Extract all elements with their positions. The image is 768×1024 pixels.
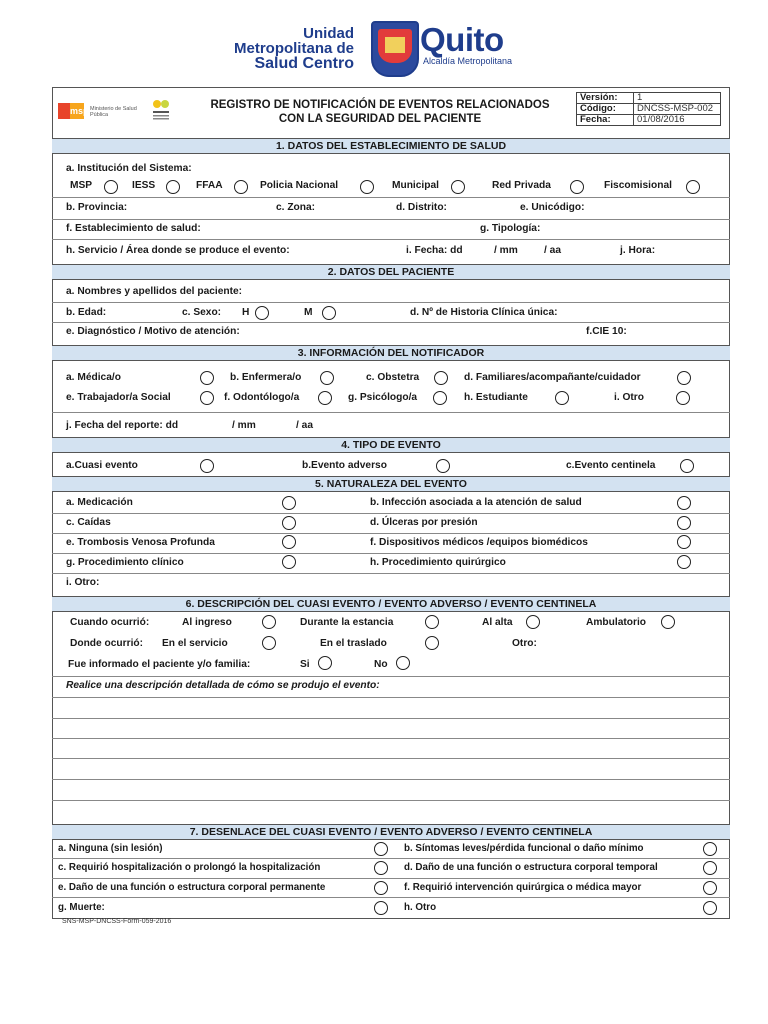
form-title (190, 98, 570, 126)
informado-label: Fue informado el paciente y/o familia: (68, 659, 251, 670)
ministerio-text: Ministerio de Salud Pública (90, 106, 137, 118)
evento-aa-label: / aa (544, 245, 561, 256)
odontologo-radio[interactable] (318, 391, 332, 405)
medicacion-radio[interactable] (282, 496, 296, 510)
caidas-radio[interactable] (282, 516, 296, 530)
redprivada-radio[interactable] (570, 180, 584, 194)
evento-adverso-radio[interactable] (436, 459, 450, 473)
version-label: Versión: (577, 93, 634, 104)
evento-centinela-radio[interactable] (680, 459, 694, 473)
section-2-header: 2. DATOS DEL PACIENTE (52, 264, 730, 280)
opt-redprivada-label: Red Privada (492, 180, 551, 191)
fecha-value: 01/08/2016 (634, 115, 721, 126)
unicodigo-label: e. Unicódigo: (520, 202, 585, 213)
obstetra-label: c. Obstetra (366, 372, 420, 383)
durante-estancia-radio[interactable] (425, 615, 439, 629)
desenlace-b-label: b. Síntomas leves/pérdida funcional o daño mínimo (404, 843, 644, 854)
policia-radio[interactable] (360, 180, 374, 194)
edad-label: b. Edad: (66, 307, 107, 318)
hora-label: j. Hora: (620, 245, 656, 256)
sexo-h-label: H (242, 307, 250, 318)
provincia-label: b. Provincia: (66, 202, 128, 213)
obstetra-radio[interactable] (434, 371, 448, 385)
opt-policia-label: Policia Nacional (260, 180, 339, 191)
no-label: No (374, 659, 388, 670)
desenlace-g-radio[interactable] (374, 901, 388, 915)
codigo-label: Código: (577, 104, 634, 115)
si-label: Si (300, 659, 310, 670)
dispositivos-label: f. Dispositivos médicos /equipos biomédicos (370, 537, 588, 548)
evento-mm-label: / mm (494, 245, 518, 256)
descripcion-textarea[interactable] (52, 696, 730, 820)
servicio-label: h. Servicio / Área donde se produce el evento: (66, 245, 290, 256)
desenlace-g-label: g. Muerte: (58, 902, 105, 913)
unidad-line-3: Salud Centro (254, 55, 354, 72)
section-1-header: 1. DATOS DEL ESTABLECIMIENTO DE SALUD (52, 138, 730, 154)
opt-ffaa-label: FFAA (196, 180, 223, 191)
infeccion-radio[interactable] (677, 496, 691, 510)
caidas-label: c. Caídas (66, 517, 111, 528)
desenlace-f-label: f. Requirió intervención quirúrgica o médica mayor (404, 882, 642, 893)
durante-estancia-label: Durante la estancia (300, 617, 394, 628)
medico-radio[interactable] (200, 371, 214, 385)
otro-naturaleza-label: i. Otro: (66, 577, 100, 588)
cuasi-evento-radio[interactable] (200, 459, 214, 473)
descripcion-label: Realice una descripción detallada de cómo se produjo el evento: (66, 680, 380, 691)
evento-centinela-label: c.Evento centinela (566, 460, 656, 471)
ambulatorio-radio[interactable] (661, 615, 675, 629)
trombosis-label: e. Trombosis Venosa Profunda (66, 537, 215, 548)
estudiante-radio[interactable] (555, 391, 569, 405)
desenlace-e-label: e. Daño de una función o estructura corporal permanente (58, 882, 326, 893)
opt-fiscomisional-label: Fiscomisional (604, 180, 672, 191)
no-radio[interactable] (396, 656, 410, 670)
ambulatorio-label: Ambulatorio (586, 617, 646, 628)
desenlace-d-label: d. Daño de una función o estructura corporal temporal (404, 862, 658, 873)
odontologo-label: f. Odontólogo/a (224, 392, 300, 403)
section-6-header: 6. DESCRIPCIÓN DEL CUASI EVENTO / EVENTO ADVERSO / EVENTO CENTINELA (52, 596, 730, 612)
cuando-label: Cuando ocurrió: (70, 617, 150, 628)
enfermero-radio[interactable] (320, 371, 334, 385)
al-ingreso-label: Al ingreso (182, 617, 232, 628)
en-traslado-label: En el traslado (320, 638, 387, 649)
section-7-header: 7. DESENLACE DEL CUASI EVENTO / EVENTO ADVERSO / EVENTO CENTINELA (52, 824, 730, 840)
procedimiento-quirurgico-label: h. Procedimiento quirúrgico (370, 557, 506, 568)
quito-crest-icon (371, 21, 419, 77)
alcaldia-text: Alcaldía Metropolitana (423, 56, 513, 66)
en-traslado-radio[interactable] (425, 636, 439, 650)
dispositivos-radio[interactable] (677, 535, 691, 549)
ffaa-radio[interactable] (234, 180, 248, 194)
otro-notificador-radio[interactable] (676, 391, 690, 405)
opt-municipal-label: Municipal (392, 180, 439, 191)
municipal-radio[interactable] (451, 180, 465, 194)
enfermero-label: b. Enfermera/o (230, 372, 302, 383)
reporte-aa-label: / aa (296, 420, 313, 431)
desenlace-a-label: a. Ninguna (sin lesión) (58, 843, 163, 854)
trabajador-label: e. Trabajador/a Social (66, 392, 171, 403)
desenlace-e-radio[interactable] (374, 881, 388, 895)
procedimiento-clinico-radio[interactable] (282, 555, 296, 569)
quito-logo: Quito (420, 21, 504, 58)
msp-logo-text: msp (70, 103, 84, 119)
trabajador-radio[interactable] (200, 391, 214, 405)
familiares-radio[interactable] (677, 371, 691, 385)
evento-fecha-label: i. Fecha: dd (406, 245, 463, 256)
desenlace-h-radio[interactable] (703, 901, 717, 915)
psicologo-label: g. Psicólogo/a (348, 392, 418, 403)
unidad-logo-text (214, 26, 354, 71)
familiares-label: d. Familiares/acompañante/cuidador (464, 372, 641, 383)
sexo-m-radio[interactable] (322, 306, 336, 320)
evento-adverso-label: b.Evento adverso (302, 460, 387, 471)
desenlace-h-label: h. Otro (404, 902, 437, 913)
unidad-line-1: Unidad (303, 25, 354, 42)
secondary-logo-icon (150, 98, 172, 124)
form-footer-code: SNS-MSP-DNCSS-Form-059-2016 (62, 918, 172, 925)
al-alta-radio[interactable] (526, 615, 540, 629)
ulceras-label: d. Úlceras por presión (370, 517, 478, 528)
sexo-h-radio[interactable] (255, 306, 269, 320)
psicologo-radio[interactable] (433, 391, 447, 405)
zona-label: c. Zona: (276, 202, 316, 213)
opt-iess-label: IESS (132, 180, 156, 191)
procedimiento-quirurgico-radio[interactable] (677, 555, 691, 569)
institucion-label: a. Institución del Sistema: (66, 163, 192, 174)
al-ingreso-radio[interactable] (262, 615, 276, 629)
al-alta-label: Al alta (482, 617, 513, 628)
desenlace-c-radio[interactable] (374, 861, 388, 875)
historia-label: d. Nº de Historia Clínica única: (410, 307, 558, 318)
fiscomisional-radio[interactable] (686, 180, 700, 194)
distrito-label: d. Distrito: (396, 202, 447, 213)
si-radio[interactable] (318, 656, 332, 670)
infeccion-label: b. Infección asociada a la atención de salud (370, 497, 582, 508)
trombosis-radio[interactable] (282, 535, 296, 549)
version-table (576, 92, 721, 126)
fecha-label: Fecha: (577, 115, 634, 126)
version-value: 1 (634, 93, 721, 104)
otro-notificador-label: i. Otro (614, 392, 644, 403)
msp-logo-icon (58, 103, 70, 119)
medicacion-label: a. Medicación (66, 497, 133, 508)
nombres-label: a. Nombres y apellidos del paciente: (66, 286, 243, 297)
procedimiento-clinico-label: g. Procedimiento clínico (66, 557, 184, 568)
desenlace-a-radio[interactable] (374, 842, 388, 856)
en-servicio-label: En el servicio (162, 638, 228, 649)
establecimiento-label: f. Establecimiento de salud: (66, 223, 201, 234)
reporte-mm-label: / mm (232, 420, 256, 431)
desenlace-f-radio[interactable] (703, 881, 717, 895)
desenlace-c-label: c. Requirió hospitalización o prolongó la hospitalización (58, 862, 321, 873)
section-4-header: 4. TIPO DE EVENTO (52, 437, 730, 453)
diagnostico-label: e. Diagnóstico / Motivo de atención: (66, 326, 240, 337)
section-3-header: 3. INFORMACIÓN DEL NOTIFICADOR (52, 345, 730, 361)
section-5-header: 5. NATURALEZA DEL EVENTO (52, 476, 730, 492)
donde-label: Donde ocurrió: (70, 638, 144, 649)
msp-radio[interactable] (104, 180, 118, 194)
iess-radio[interactable] (166, 180, 180, 194)
desenlace-d-radio[interactable] (703, 861, 717, 875)
tipologia-label: g. Tipología: (480, 223, 541, 234)
title-line-2: CON LA SEGURIDAD DEL PACIENTE (278, 113, 482, 125)
sexo-m-label: M (304, 307, 313, 318)
estudiante-label: h. Estudiante (464, 392, 528, 403)
fecha-reporte-label: j. Fecha del reporte: dd (66, 420, 179, 431)
medico-label: a. Médica/o (66, 372, 121, 383)
sexo-label: c. Sexo: (182, 307, 222, 318)
ulceras-radio[interactable] (677, 516, 691, 530)
title-line-1: REGISTRO DE NOTIFICACIÓN DE EVENTOS RELACIONADOS (210, 99, 550, 111)
en-servicio-radio[interactable] (262, 636, 276, 650)
codigo-value: DNCSS-MSP-002 (634, 104, 721, 115)
cuasi-evento-label: a.Cuasi evento (66, 460, 138, 471)
cie-label: f.CIE 10: (586, 326, 627, 337)
otro-donde-label: Otro: (512, 638, 537, 649)
opt-msp-label: MSP (70, 180, 93, 191)
desenlace-b-radio[interactable] (703, 842, 717, 856)
unidad-line-2: Metropolitana de (233, 40, 354, 57)
